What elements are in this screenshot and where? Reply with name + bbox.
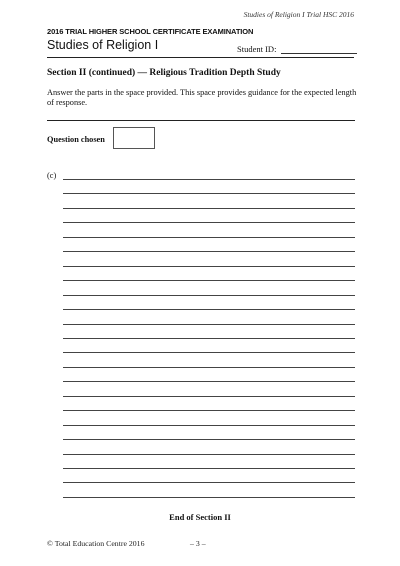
answer-line[interactable] bbox=[63, 295, 355, 296]
answer-line[interactable] bbox=[63, 352, 355, 353]
answer-line[interactable] bbox=[63, 251, 355, 252]
running-header: Studies of Religion I Trial HSC 2016 bbox=[243, 10, 354, 19]
exam-title: 2016 TRIAL HIGHER SCHOOL CERTIFICATE EXAMINATION bbox=[47, 27, 254, 36]
answer-line[interactable] bbox=[63, 309, 355, 310]
header-divider bbox=[47, 57, 354, 58]
answer-line[interactable] bbox=[63, 482, 355, 483]
part-c-label: (c) bbox=[47, 171, 57, 180]
question-chosen-label: Question chosen bbox=[47, 135, 105, 144]
question-chosen-box[interactable] bbox=[113, 127, 155, 149]
section-instructions: Answer the parts in the space provided. This space provides guidance for the expected length of response. bbox=[47, 88, 357, 107]
answer-line[interactable] bbox=[63, 367, 355, 368]
subject-title: Studies of Religion I bbox=[47, 38, 159, 52]
answer-line[interactable] bbox=[63, 237, 355, 238]
answer-line[interactable] bbox=[63, 338, 355, 339]
instructions-divider bbox=[47, 120, 355, 121]
answer-line[interactable] bbox=[63, 179, 355, 180]
answer-line[interactable] bbox=[63, 266, 355, 267]
copyright-notice: © Total Education Centre 2016 bbox=[47, 539, 145, 548]
answer-line[interactable] bbox=[63, 410, 355, 411]
section-title: Section II (continued) — Religious Tradition Depth Study bbox=[47, 68, 281, 78]
end-of-section: End of Section II bbox=[169, 512, 231, 522]
student-id-field bbox=[237, 44, 357, 54]
answer-line[interactable] bbox=[63, 454, 355, 455]
answer-line[interactable] bbox=[63, 381, 355, 382]
student-id-input-line[interactable] bbox=[281, 45, 357, 54]
answer-line[interactable] bbox=[63, 324, 355, 325]
page-number: – 3 – bbox=[190, 539, 206, 548]
answer-line[interactable] bbox=[63, 208, 355, 209]
answer-line[interactable] bbox=[63, 468, 355, 469]
answer-line[interactable] bbox=[63, 396, 355, 397]
answer-line[interactable] bbox=[63, 193, 355, 194]
student-id-label: Student ID: bbox=[237, 44, 277, 54]
answer-line[interactable] bbox=[63, 425, 355, 426]
answer-line[interactable] bbox=[63, 222, 355, 223]
answer-line[interactable] bbox=[63, 497, 355, 498]
answer-line[interactable] bbox=[63, 280, 355, 281]
answer-line[interactable] bbox=[63, 439, 355, 440]
